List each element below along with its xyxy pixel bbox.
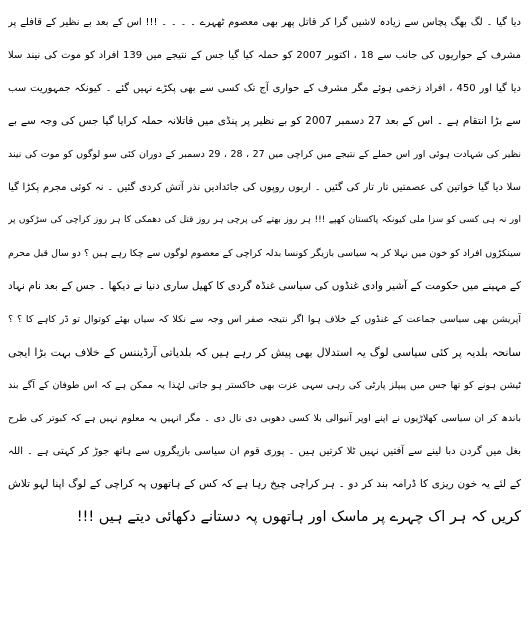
- text-line: سلا دیا گیا خواتین کی عصمتیں تار تار کی گئیں ۔ اربوں روپوں کی جائدادیں نذر آتش کردی گئیں ۔ نہ کوئی مجرم پکڑا گیا: [8, 182, 521, 193]
- text-line: کے لئے یہ خون ریزی کا ڈرامہ بند کر دو ۔ ہر کراچی چیخ رہا ہے کہ کس کے ہاتھوں پہ کراچی کے لوگ اپنا لہو تلاش: [8, 478, 521, 490]
- text-line: سانحہ بلدیہ پر کئی سیاسی لوگ یہ استدلال بھی پیش کر رہے ہیں کہ بلدیاتی آرڈیننس کے خلاف بہت بڑا ایجی: [8, 346, 521, 359]
- text-line: سے بڑا انتقام ہے ۔ اس کے بعد 27 دسمبر 2007 کو بے نظیر پر پنڈی میں قاتلانہ حملہ کرایا گیا جس کی وجہ سے بے: [8, 115, 521, 127]
- text-line: سینکڑوں افراد کو خون میں نہلا کر یہ سیاسی بازیگر کونسا بدلہ کراچی کے معصوم لوگوں سے چکا رہے ہیں ؟ دو سال قبل محرم: [8, 248, 521, 259]
- text-line: آپریشن بھی سیاسی جماعت کے غنڈوں کے خلاف ہوا اگر نتیجہ صفر اس وجہ سے نکلا کہ سیاں بھئے کوتوال تو ڈر کاہے کا ؟ ؟: [8, 314, 521, 325]
- text-line-last: کریں کہ ہر اک چہرے پر ماسک اور ہاتھوں پہ دستانے دکھائی دیتے ہیں !!!: [76, 509, 521, 525]
- text-line: نظیر کی شہادت ہوئی اور اس حملے کے نتیجے میں کراچی میں 27 ، 28 ، 29 دسمبر کے دوران کئی سو لوگوں کو موت کی نیند: [8, 149, 521, 160]
- text-line: بغل میں گردن دبا لینے سے آفتیں نہیں ٹلا کرتیں ہیں ۔ پوری قوم ان سیاسی بازیگروں سے ہاتھ جوڑ کر کہتی ہے ۔ اللہ: [8, 446, 521, 457]
- text-line: باندھ کر ان سیاسی کھلاڑیوں نے اپنے اوپر آنیوالی بلا کسی دھوبی دی نال دی ۔ مگر انہیں یہ معلوم نہیں ہے کہ کبوتر کی طرح: [8, 413, 521, 424]
- text-line: کے مہینے میں حکومت کے آشیر وادی غنڈوں کی سیاسی غنڈہ گردی کا کھیل ساری دنیا نے دیکھا ۔ جس کے بعد نام نہاد: [8, 280, 521, 292]
- text-line: دیا گیا اور 450 ، افراد زخمی ہوئے مگر مشرف کے حواری آج تک کسی سے بھی پکڑے نہیں گئے ۔ کیونکہ جمہوریت سب: [8, 83, 521, 94]
- text-line: ٹیشن ہونے کو تھا جس میں پیپلز پارٹی کی رہی سہی عزت بھی خاکستر ہو جاتی لہٰذا یہ ممکن ہے کہ اس طوفان کے آگے بند: [8, 380, 521, 391]
- text-line: مشرف کے حواریوں کی جانب سے 18 ، اکتوبر 2007 کو حملہ کیا گیا جس کے نتیجے میں 139 افراد کو موت کی نیند سلا: [8, 50, 521, 61]
- text-line: دیا گیا ۔ لگ بھگ پچاس سے زیادہ لاشیں گرا کر قاتل پھر بھی معصوم ٹھہرے ۔ ۔ ۔ ۔ !!! اس کے بعد بے نظیر کے قافلے پر: [8, 17, 521, 28]
- text-line: اور نہ ہی کسی کو سزا ملی کیونکہ پاکستان کھپے !!! ہر روز بھتے کی پرچی ہر روز قتل کی دھمکی کا ہر روز کراچی کی سڑکوں پر: [8, 215, 521, 225]
